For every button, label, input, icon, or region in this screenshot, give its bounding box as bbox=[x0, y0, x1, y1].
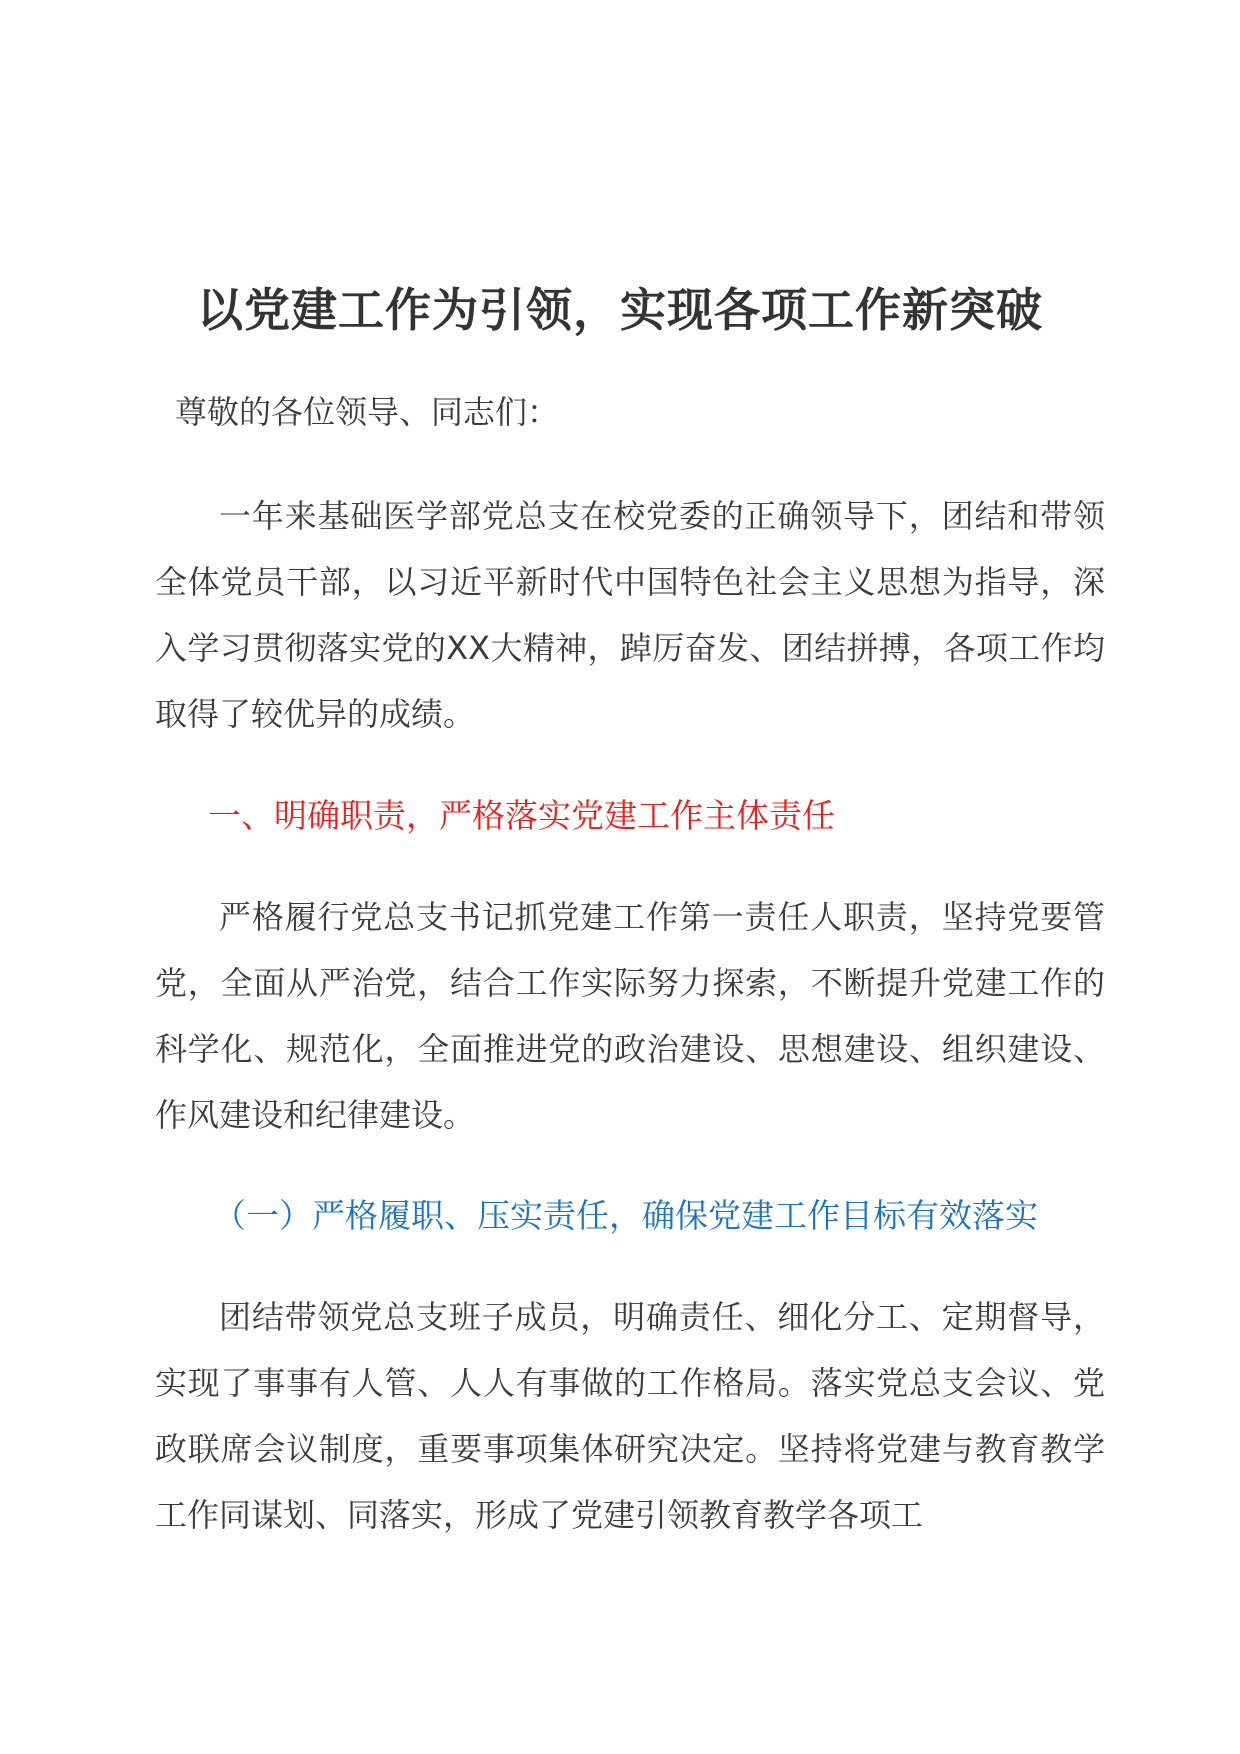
section-heading: 一、明确职责，严格落实党建工作主体责任 bbox=[208, 796, 835, 835]
subsection-heading: （一）严格履职、压实责任，确保党建工作目标有效落实 bbox=[213, 1196, 1038, 1235]
intro-paragraph: 一年来基础医学部党总支在校党委的正确领导下，团结和带领全体党员干部，以习近平新时代中国特色社会主义思想为指导，深入学习贯彻落实党的XX大精神，踔厉奋发、团结拼搏，各项工作均取得了较优异的成绩。 bbox=[155, 497, 1105, 733]
subsection-paragraph: 团结带领党总支班子成员，明确责任、细化分工、定期督导，实现了事事有人管、人人有事做的工作格局。落实党总支会议、党政联席会议制度，重要事项集体研究决定。坚持将党建与教育教学工作同谋划、同落实，形成了党建引领教育教学各项工 bbox=[155, 1298, 1105, 1534]
salutation: 尊敬的各位领导、同志们： bbox=[175, 393, 560, 431]
document-title: 以党建工作为引领，实现各项工作新突破 bbox=[197, 283, 1043, 337]
section-paragraph: 严格履行党总支书记抓党建工作第一责任人职责，坚持党要管党，全面从严治党，结合工作实际努力探索，不断提升党建工作的科学化、规范化，全面推进党的政治建设、思想建设、组织建设、作风建设和纪律建设。 bbox=[155, 898, 1105, 1134]
